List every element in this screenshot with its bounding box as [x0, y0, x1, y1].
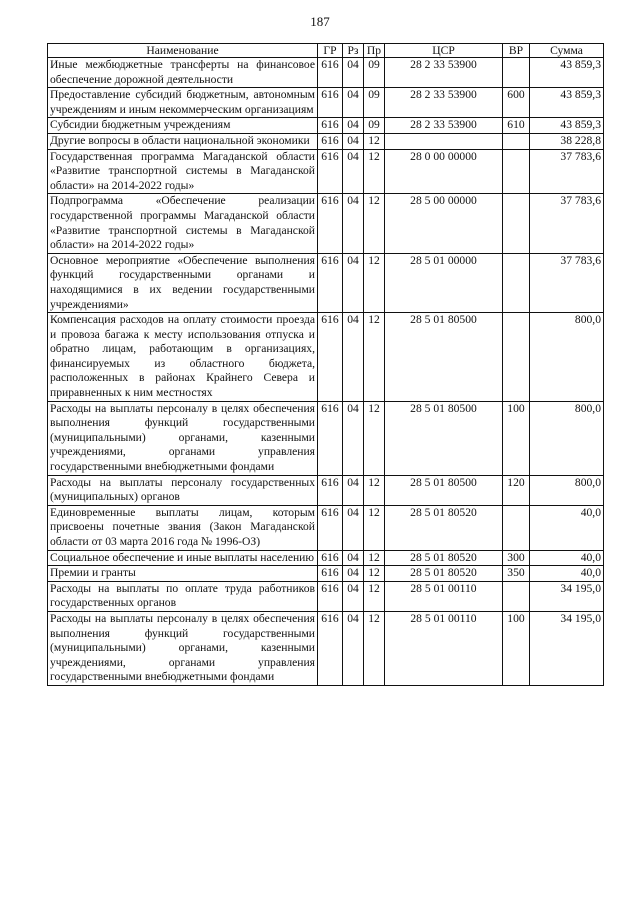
table-row [48, 253, 604, 312]
cell-sum: 38 228,8 [530, 133, 604, 149]
cell-vr [503, 58, 530, 88]
cell-gr: 616 [318, 58, 343, 88]
header-sum: Сумма [530, 44, 604, 58]
table-header [48, 44, 604, 58]
cell-csr: 28 5 01 80520 [385, 566, 503, 582]
cell-name: Иные межбюджетные трансферты на финансовое обеспечение дорожной деятельности [48, 58, 318, 88]
cell-rz: 04 [343, 313, 364, 402]
cell-pr: 12 [364, 253, 385, 312]
cell-rz: 04 [343, 550, 364, 566]
cell-name: Предоставление субсидий бюджетным, автономным учреждениям и иным некоммерческим организациям [48, 88, 318, 118]
cell-rz: 04 [343, 611, 364, 685]
header-row [48, 44, 604, 58]
cell-rz: 04 [343, 118, 364, 134]
cell-sum: 34 195,0 [530, 581, 604, 611]
header-csr: ЦСР [385, 44, 503, 58]
cell-pr: 12 [364, 475, 385, 505]
cell-gr: 616 [318, 550, 343, 566]
cell-rz: 04 [343, 149, 364, 194]
cell-rz: 04 [343, 133, 364, 149]
cell-vr: 100 [503, 611, 530, 685]
cell-sum: 800,0 [530, 313, 604, 402]
cell-pr: 12 [364, 581, 385, 611]
table-row [48, 550, 604, 566]
cell-csr: 28 0 00 00000 [385, 149, 503, 194]
cell-csr: 28 2 33 53900 [385, 58, 503, 88]
cell-name: Социальное обеспечение и иные выплаты населению [48, 550, 318, 566]
cell-rz: 04 [343, 505, 364, 550]
cell-sum: 34 195,0 [530, 611, 604, 685]
header-vr: ВР [503, 44, 530, 58]
header-rz: Рз [343, 44, 364, 58]
header-gr: ГР [318, 44, 343, 58]
cell-name: Подпрограмма «Обеспечение реализации государственной программы Магаданской области «Развитие транспортной системы в Магаданской области» на 2014-2022 годы» [48, 194, 318, 253]
table-row [48, 313, 604, 402]
cell-pr: 12 [364, 313, 385, 402]
table-row [48, 566, 604, 582]
cell-gr: 616 [318, 313, 343, 402]
cell-pr: 12 [364, 149, 385, 194]
cell-rz: 04 [343, 253, 364, 312]
cell-gr: 616 [318, 566, 343, 582]
cell-pr: 12 [364, 611, 385, 685]
cell-gr: 616 [318, 194, 343, 253]
cell-name: Премии и гранты [48, 566, 318, 582]
cell-gr: 616 [318, 401, 343, 475]
table-row [48, 505, 604, 550]
cell-rz: 04 [343, 194, 364, 253]
cell-name: Единовременные выплаты лицам, которым присвоены почетные звания (Закон Магаданской области от 03 марта 2016 года № 1996-ОЗ) [48, 505, 318, 550]
cell-vr: 600 [503, 88, 530, 118]
cell-rz: 04 [343, 581, 364, 611]
cell-sum: 37 783,6 [530, 194, 604, 253]
cell-sum: 43 859,3 [530, 58, 604, 88]
cell-vr [503, 149, 530, 194]
cell-rz: 04 [343, 475, 364, 505]
cell-sum: 43 859,3 [530, 118, 604, 134]
cell-pr: 12 [364, 505, 385, 550]
cell-vr [503, 313, 530, 402]
cell-vr [503, 194, 530, 253]
cell-pr: 09 [364, 118, 385, 134]
budget-table [47, 43, 604, 686]
cell-pr: 09 [364, 88, 385, 118]
cell-name: Основное мероприятие «Обеспечение выполнения функций государственными органами и находящимися в их ведении государственными учреждениями» [48, 253, 318, 312]
cell-name: Расходы на выплаты персоналу в целях обеспечения выполнения функций государственными (муниципальными) органами, казенными учреждениями, органами управления государственными внебюджетными фондами [48, 401, 318, 475]
cell-name: Другие вопросы в области национальной экономики [48, 133, 318, 149]
table-row [48, 58, 604, 88]
cell-name: Субсидии бюджетным учреждениям [48, 118, 318, 134]
cell-csr: 28 5 01 80500 [385, 313, 503, 402]
table-row [48, 611, 604, 685]
cell-name: Расходы на выплаты по оплате труда работников государственных органов [48, 581, 318, 611]
cell-sum: 43 859,3 [530, 88, 604, 118]
cell-csr: 28 5 01 00110 [385, 611, 503, 685]
cell-csr: 28 5 00 00000 [385, 194, 503, 253]
cell-vr: 610 [503, 118, 530, 134]
cell-csr: 28 5 01 80500 [385, 401, 503, 475]
cell-gr: 616 [318, 118, 343, 134]
cell-gr: 616 [318, 133, 343, 149]
cell-sum: 37 783,6 [530, 253, 604, 312]
cell-gr: 616 [318, 611, 343, 685]
cell-gr: 616 [318, 475, 343, 505]
table-row [48, 133, 604, 149]
cell-gr: 616 [318, 505, 343, 550]
cell-name: Расходы на выплаты персоналу государственных (муниципальных) органов [48, 475, 318, 505]
cell-vr [503, 253, 530, 312]
cell-name: Расходы на выплаты персоналу в целях обеспечения выполнения функций государственными (муниципальными) органами, казенными учреждениями, органами управления государственными внебюджетными фондами [48, 611, 318, 685]
cell-sum: 37 783,6 [530, 149, 604, 194]
cell-pr: 09 [364, 58, 385, 88]
cell-gr: 616 [318, 581, 343, 611]
cell-gr: 616 [318, 88, 343, 118]
cell-csr: 28 5 01 80520 [385, 550, 503, 566]
table-row [48, 149, 604, 194]
cell-gr: 616 [318, 253, 343, 312]
cell-pr: 12 [364, 133, 385, 149]
cell-vr: 100 [503, 401, 530, 475]
cell-csr: 28 2 33 53900 [385, 88, 503, 118]
cell-csr [385, 133, 503, 149]
cell-rz: 04 [343, 401, 364, 475]
cell-vr [503, 581, 530, 611]
page-number: 187 [310, 14, 330, 29]
cell-pr: 12 [364, 566, 385, 582]
cell-csr: 28 5 01 00000 [385, 253, 503, 312]
cell-vr: 120 [503, 475, 530, 505]
cell-vr: 300 [503, 550, 530, 566]
table-row [48, 475, 604, 505]
cell-sum: 800,0 [530, 401, 604, 475]
cell-rz: 04 [343, 566, 364, 582]
table-row [48, 401, 604, 475]
table-row [48, 581, 604, 611]
table-row [48, 194, 604, 253]
cell-vr [503, 133, 530, 149]
cell-pr: 12 [364, 401, 385, 475]
table-row [48, 118, 604, 134]
cell-gr: 616 [318, 149, 343, 194]
cell-csr: 28 5 01 80500 [385, 475, 503, 505]
cell-sum: 800,0 [530, 475, 604, 505]
cell-vr: 350 [503, 566, 530, 582]
table-body [48, 58, 604, 686]
cell-pr: 12 [364, 550, 385, 566]
cell-name: Государственная программа Магаданской области «Развитие транспортной системы в Магаданской области» на 2014-2022 годы» [48, 149, 318, 194]
cell-pr: 12 [364, 194, 385, 253]
cell-csr: 28 5 01 00110 [385, 581, 503, 611]
cell-csr: 28 5 01 80520 [385, 505, 503, 550]
table-row [48, 88, 604, 118]
header-pr: Пр [364, 44, 385, 58]
cell-rz: 04 [343, 88, 364, 118]
header-name: Наименование [48, 44, 318, 58]
cell-sum: 40,0 [530, 566, 604, 582]
cell-csr: 28 2 33 53900 [385, 118, 503, 134]
cell-name: Компенсация расходов на оплату стоимости проезда и провоза багажа к месту использования отпуска и обратно лицам, работающим в организациях, финансируемых из областного бюджета, расположенных в районах Крайнего Севера и приравненных к ним местностях [48, 313, 318, 402]
cell-sum: 40,0 [530, 550, 604, 566]
cell-sum: 40,0 [530, 505, 604, 550]
cell-vr [503, 505, 530, 550]
cell-rz: 04 [343, 58, 364, 88]
